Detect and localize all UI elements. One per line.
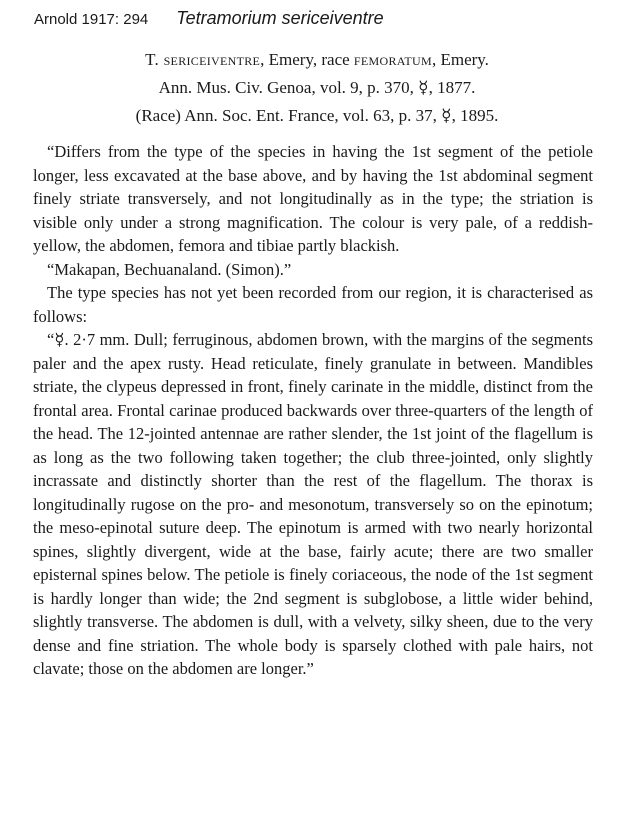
reference-line-taxon: [0, 46, 634, 74]
description-body: [33, 140, 593, 681]
taxon-title: Tetramorium sericeiventre: [176, 8, 384, 28]
paragraph-worker-description: “☿. 2·7 mm. Dull; ferruginous, abdomen brown, with the margins of the segments paler and the apex rusty. Head reticulate, finely granulate in between. Mandibles striate, the clypeus depressed in front, finely carinate in the middle, distinct from the frontal area. Frontal carinae produced backwards over three-quarters of the length of the head. The 12-jointed antennae are rather slender, the 1st joint of the flagellum is as long as the two following taken together; the club three-jointed, only slightly incrassate and distinctly shorter than the rest of the flagellum. The thorax is longitudinally rugose on the pro- and mesonotum, transversely so on the epinotum; the meso-epinotal suture deep. The epinotum is armed with two nearly horizontal spines, slightly divergent, wide at the base, fairly acute; there are two smaller episternal spines below. The petiole is finely coriaceous, the node of the 1st segment is hardly longer than wide; the 2nd segment is subglobose, a little wider behind, slightly transverse. The abdomen is dull, with a velvety, silky sheen, due to the very dense and fine striation. The whole body is sparsely clothed with pale hairs, not clavate; those on the abdomen are longer.”: [33, 330, 593, 678]
paragraph-type-species: The type species has not yet been recorded from our region, it is characterised as follows:: [33, 283, 593, 326]
reference-text: , Emery, race: [260, 50, 354, 69]
page-header: [34, 8, 384, 29]
citation-label: Arnold 1917: 294: [34, 11, 149, 28]
species-name: T. sericeiventre: [145, 50, 261, 69]
reference-text: , Emery.: [431, 50, 489, 69]
reference-line-france: (Race) Ann. Soc. Ent. France, vol. 63, p. 37, ☿, 1895.: [135, 106, 499, 125]
paragraph-differs: “Differs from the type of the species in having the 1st segment of the petiole longer, less excavated at the base above, and by having the 1st abdominal segment finely striate transversely, and not longitudinally as in the type; the striation is visible only under a strong magnification. The colour is very pale, of a reddish-yellow, the abdomen, femora and tibiae partly blackish.: [33, 142, 593, 255]
race-name: femoratum: [353, 50, 432, 69]
paragraph-locality: “Makapan, Bechuanaland. (Simon).”: [47, 259, 292, 279]
reference-line-genoa: Ann. Mus. Civ. Genoa, vol. 9, p. 370, ☿, 1877.: [158, 78, 476, 97]
reference-block: [0, 46, 634, 130]
